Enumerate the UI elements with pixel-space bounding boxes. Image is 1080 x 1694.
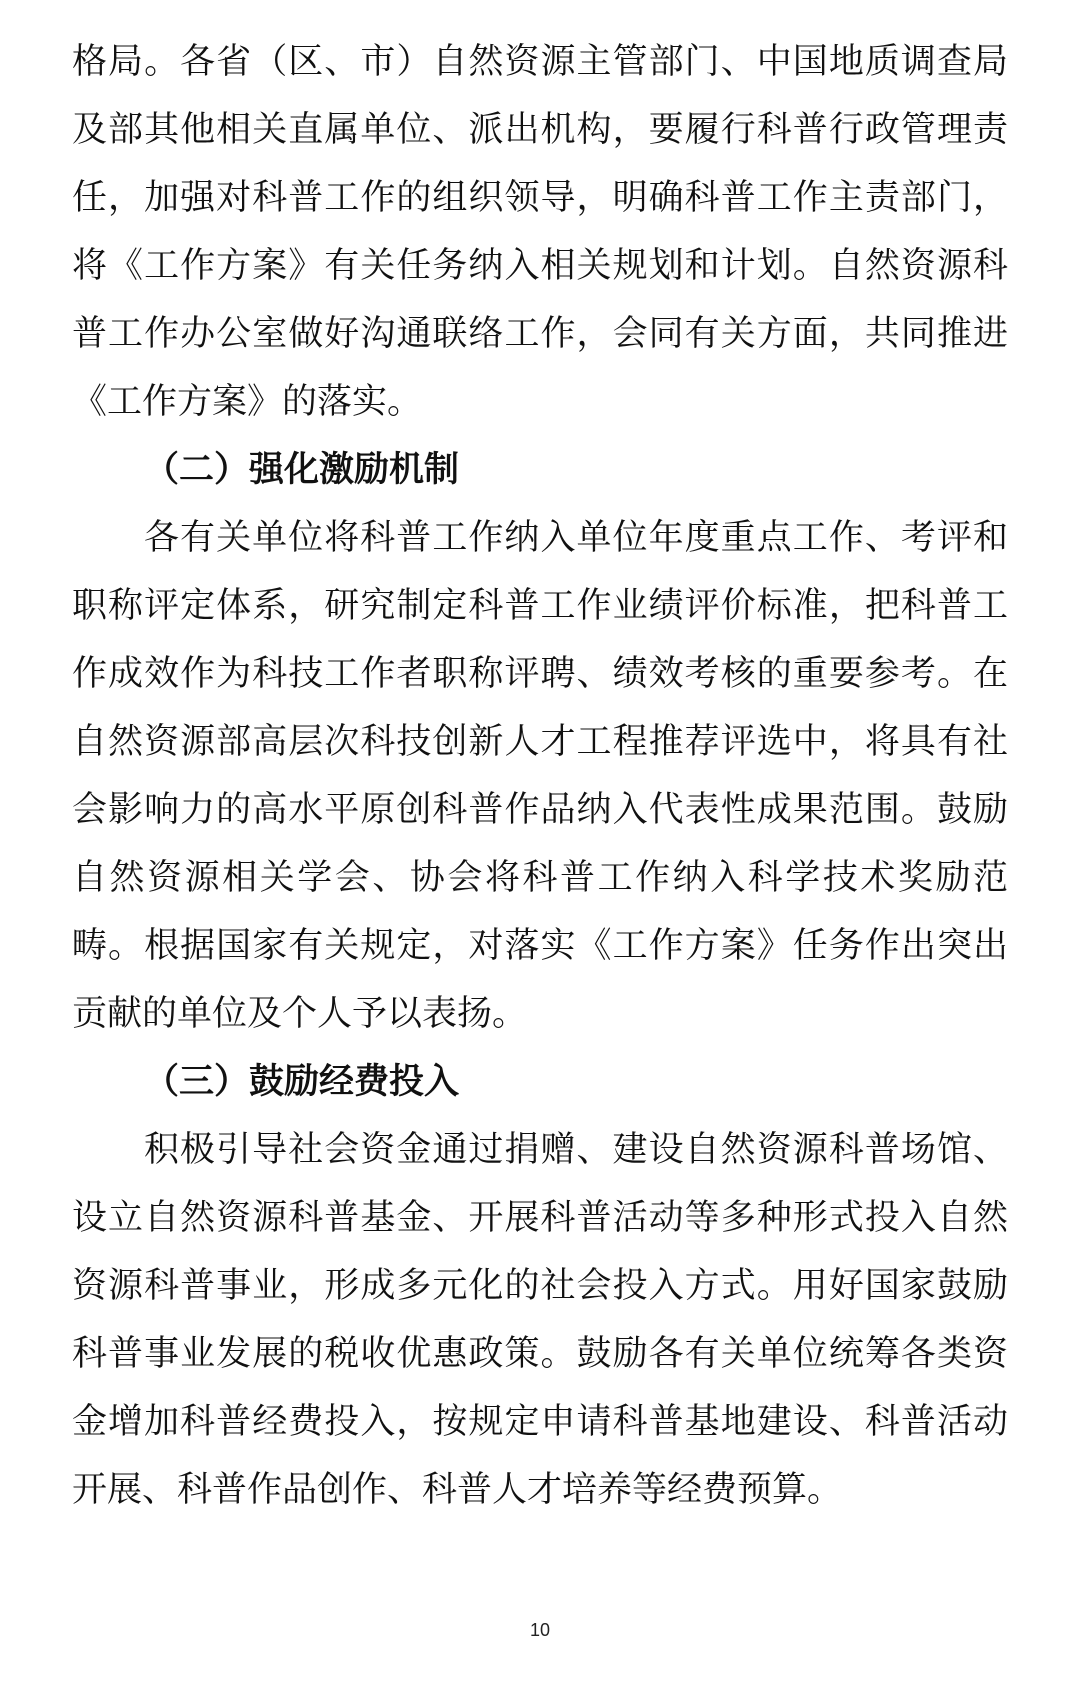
paragraph-line: 格局。各省（区、市）自然资源主管部门、中国地质调查局 [72,42,1008,82]
paragraph-line: 科普事业发展的税收优惠政策。鼓励各有关单位统筹各类资 [72,1334,1008,1374]
paragraph-line: 普工作办公室做好沟通联络工作，会同有关方面，共同推进 [72,314,1008,354]
paragraph-line: 自然资源部高层次科技创新人才工程推荐评选中，将具有社 [72,722,1008,762]
paragraph-line: 自然资源相关学会、协会将科普工作纳入科学技术奖励范 [72,858,1008,898]
paragraph-line: 金增加科普经费投入，按规定申请科普基地建设、科普活动 [72,1402,1008,1442]
paragraph-incentive [72,504,1008,1048]
paragraph-line: 将《工作方案》有关任务纳入相关规划和计划。自然资源科 [72,246,1008,286]
paragraph-continued [72,28,1008,436]
paragraph-line: 资源科普事业，形成多元化的社会投入方式。用好国家鼓励 [72,1266,1008,1306]
paragraph-line: 设立自然资源科普基金、开展科普活动等多种形式投入自然 [72,1198,1008,1238]
section-heading-incentive: （二）强化激励机制 [144,449,460,490]
paragraph-line: 各有关单位将科普工作纳入单位年度重点工作、考评和 [144,518,1008,558]
document-body [72,28,1008,1524]
paragraph-line: 《工作方案》的落实。 [72,382,423,422]
paragraph-line: 及部其他相关直属单位、派出机构，要履行科普行政管理责 [72,110,1008,150]
paragraph-line: 职称评定体系，研究制定科普工作业绩评价标准，把科普工 [72,586,1008,626]
paragraph-line: 贡献的单位及个人予以表扬。 [72,994,528,1034]
page-number: 10 [529,1620,551,1640]
paragraph-line: 开展、科普作品创作、科普人才培养等经费预算。 [72,1470,843,1510]
paragraph-line: 作成效作为科技工作者职称评聘、绩效考核的重要参考。在 [72,654,1008,694]
section-heading-funding: （三）鼓励经费投入 [144,1061,460,1102]
paragraph-line: 任，加强对科普工作的组织领导，明确科普工作主责部门， [72,178,1008,218]
paragraph-line: 积极引导社会资金通过捐赠、建设自然资源科普场馆、 [144,1130,1008,1170]
paragraph-funding [72,1116,1008,1524]
paragraph-line: 会影响力的高水平原创科普作品纳入代表性成果范围。鼓励 [72,790,1008,830]
paragraph-line: 畴。根据国家有关规定，对落实《工作方案》任务作出突出 [72,926,1008,966]
